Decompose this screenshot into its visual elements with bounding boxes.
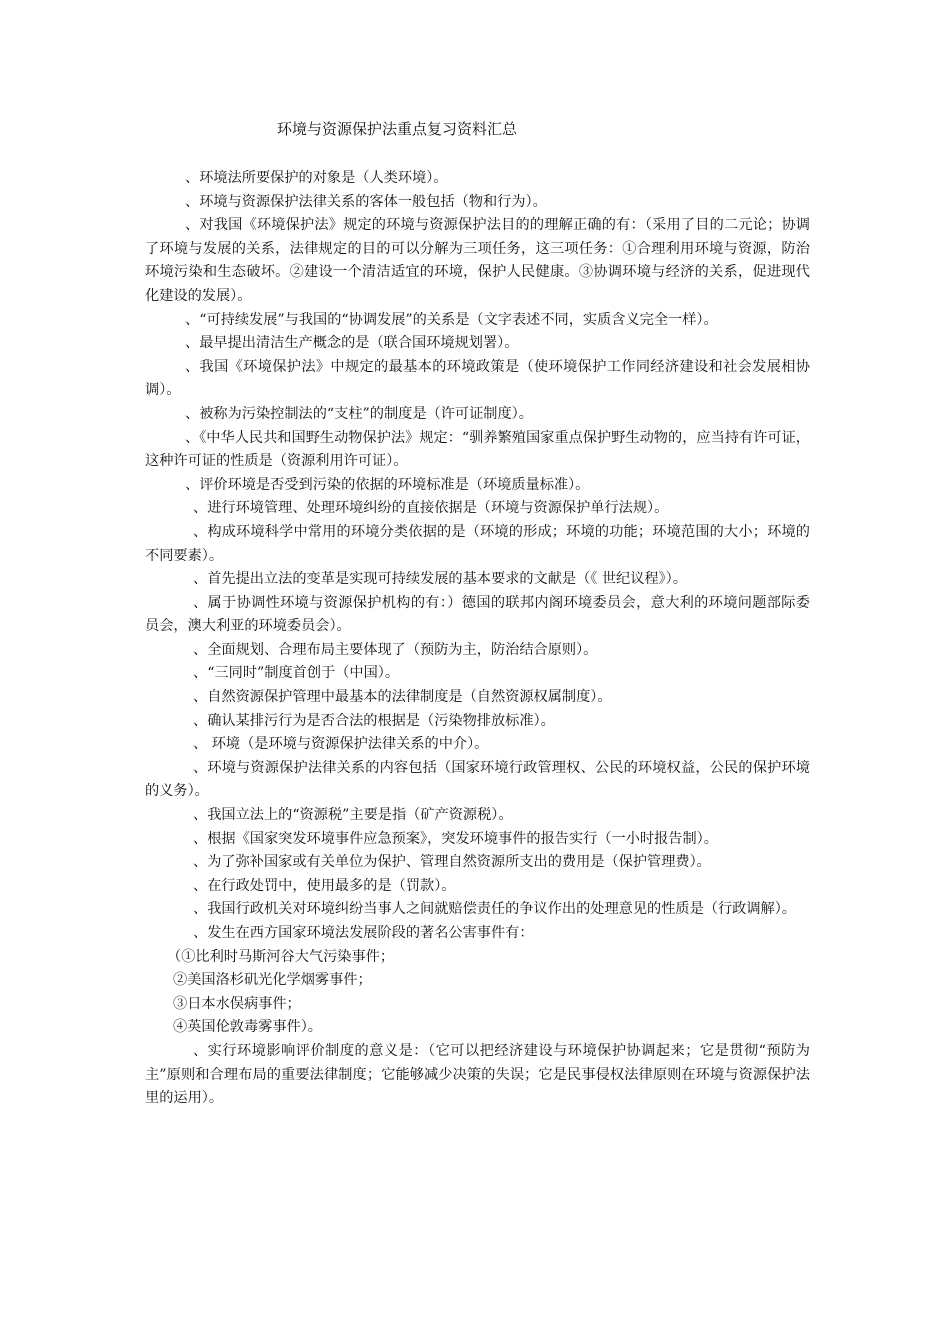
paragraph: 、最早提出清洁生产概念的是（联合国环境规划署）。 — [185, 335, 519, 352]
paragraph: 、“可持续发展”与我国的“协调发展”的关系是（文字表述不同，实质含义完全一样）。 — [185, 311, 718, 328]
event-item: （①比利时马斯河谷大气污染事件； — [167, 948, 395, 965]
paragraph: 、评价环境是否受到污染的依据的环境标准是（环境质量标准）。 — [185, 476, 590, 493]
paragraph: 、根据《国家突发环境事件应急预案》，突发环境事件的报告实行（一小时报告制）。 — [193, 830, 718, 847]
paragraph: 、构成环境科学中常用的环境分类依据的是（环境的形成；环境的功能；环境范围的大小；环境的不同要素）。 — [145, 523, 810, 564]
paragraph: 、我国立法上的“资源税”主要是指（矿产资源税）。 — [193, 807, 513, 824]
paragraph: 、进行环境管理、处理环境纠纷的直接依据是（环境与资源保护单行法规）。 — [193, 500, 669, 517]
paragraph: 、对我国《环境保护法》规定的环境与资源保护法目的的理解正确的有：（采用了目的二元论；协调了环境与发展的关系，法律规定的目的可以分解为三项任务，这三项任务：①合理利用环境与资源，防治环境污染和生态破坏。②建设一个清洁适宜的环境，保护人民健康。③协调环境与经济的关系，促进现代化建设的发展）。 — [145, 217, 810, 304]
paragraph: 、实行环境影响评价制度的意义是：（它可以把经济建设与环境保护协调起来；它是贯彻“预防为主”原则和合理布局的重要法律制度；它能够减少决策的失误；它是民事侵权法律原则在环境与资源保护法里的运用）。 — [145, 1042, 810, 1107]
event-item: ②美国洛杉矶光化学烟雾事件； — [173, 972, 372, 989]
paragraph: 、环境法所要保护的对象是（人类环境）。 — [185, 170, 448, 186]
event-item: ③日本水俣病事件； — [173, 995, 301, 1012]
paragraph: 、《中华人民共和国野生动物保护法》规定：“驯养繁殖国家重点保护野生动物的，应当持有许可证，这种许可证的性质是（资源利用许可证）。 — [145, 429, 810, 470]
paragraph: 、发生在西方国家环境法发展阶段的著名公害事件有： — [193, 925, 534, 941]
paragraph: 、为了弥补国家或有关单位为保护、管理自然资源所支出的费用是（保护管理费）。 — [193, 854, 711, 871]
paragraph: 、首先提出立法的变革是实现可持续发展的基本要求的文献是（《 世纪议程》）。 — [193, 571, 687, 588]
paragraph: 、在行政处罚中，使用最多的是（罚款）。 — [193, 877, 456, 894]
paragraph: 、全面规划、合理布局主要体现了（预防为主，防治结合原则）。 — [193, 641, 598, 658]
paragraph: 、被称为污染控制法的“支柱”的制度是（许可证制度）。 — [185, 405, 533, 422]
document-body — [145, 167, 810, 1111]
event-item: ④英国伦敦毒雾事件）。 — [173, 1019, 322, 1036]
paragraph: 、属于协调性环境与资源保护机构的有：）德国的联邦内阁环境委员会，意大利的环境问题部际委员会，澳大利亚的环境委员会）。 — [145, 594, 810, 635]
paragraph: 、自然资源保护管理中最基本的法律制度是（自然资源权属制度）。 — [193, 689, 612, 706]
paragraph: 、环境与资源保护法律关系的客体一般包括（物和行为）。 — [185, 193, 547, 210]
paragraph: 、“三同时”制度首创于（中国）。 — [193, 665, 400, 682]
paragraph: 、我国《环境保护法》中规定的最基本的环境政策是（使环境保护工作同经济建设和社会发展相协调）。 — [145, 358, 810, 399]
paragraph: 、确认某排污行为是否合法的根据是（污染物排放标准）。 — [193, 712, 555, 729]
document-title: 环境与资源保护法重点复习资料汇总 — [277, 120, 518, 138]
paragraph: 、我国行政机关对环境纠纷当事人之间就赔偿责任的争议作出的处理意见的性质是（行政调解）。 — [193, 901, 796, 918]
paragraph: 、环境与资源保护法律关系的内容包括（国家环境行政管理权、公民的环境权益，公民的保护环境的义务）。 — [145, 759, 810, 800]
paragraph: 、 环境（是环境与资源保护法律关系的中介）。 — [193, 736, 489, 753]
